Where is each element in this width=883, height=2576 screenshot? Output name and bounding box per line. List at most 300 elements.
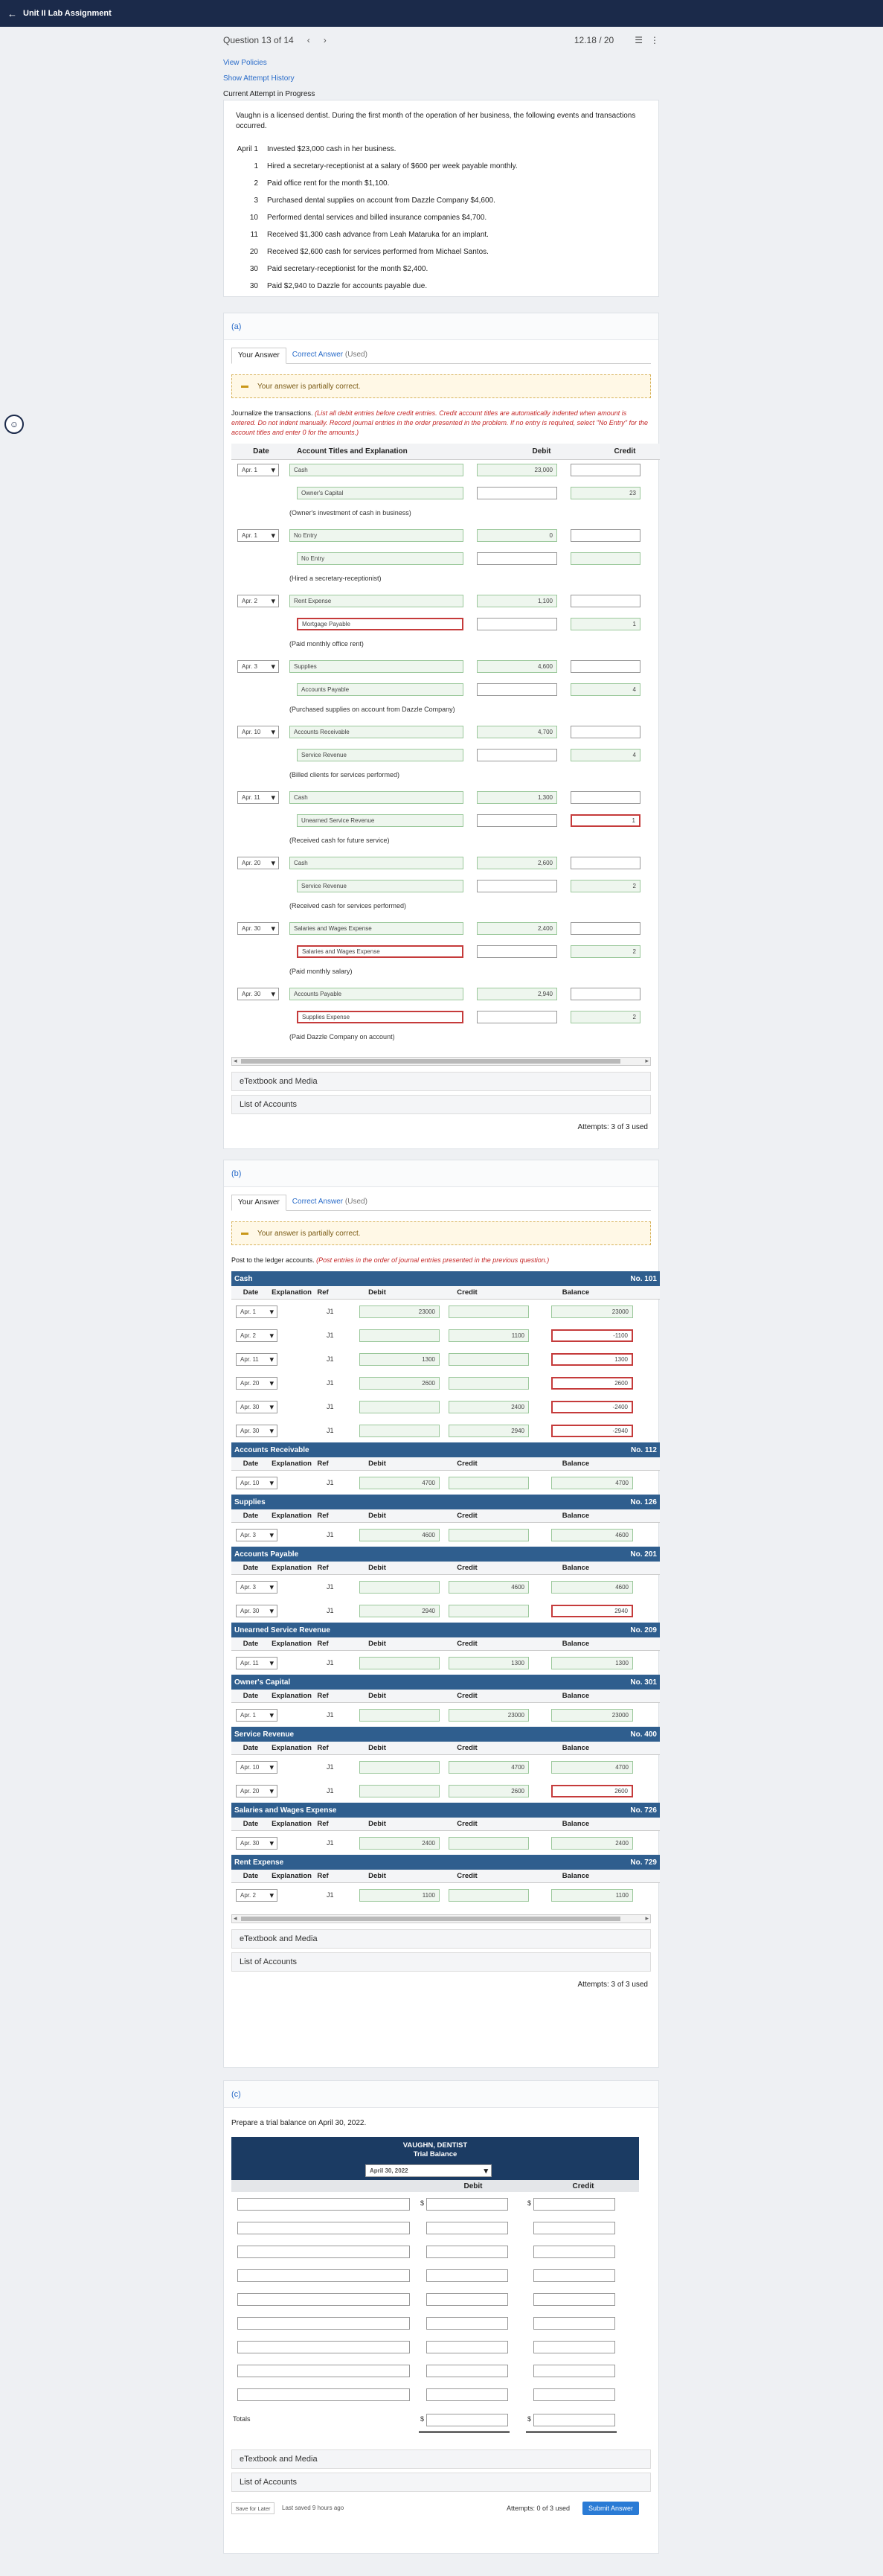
credit-input[interactable] <box>533 2222 615 2234</box>
credit-input[interactable]: 2940 <box>449 1425 529 1437</box>
event-row <box>236 175 646 192</box>
balance-input[interactable]: 2600 <box>551 1785 633 1797</box>
journal-entry <box>231 460 660 525</box>
debit-input[interactable]: 2600 <box>359 1377 440 1390</box>
col-ref: Ref <box>317 1692 329 1700</box>
credit-amount-input[interactable]: 1 <box>571 618 640 630</box>
credit-account-input[interactable]: Accounts Payable <box>297 683 463 696</box>
ledger-columns <box>231 1870 660 1883</box>
credit-input[interactable] <box>449 1377 529 1390</box>
debit-input[interactable] <box>426 2341 508 2353</box>
prev-question-icon[interactable]: ‹ <box>306 35 310 45</box>
event-row <box>236 209 646 226</box>
ledger-account <box>231 1271 660 1442</box>
event-text: Hired a secretary-receptionist at a salary of $600 per week payable monthly. <box>267 162 518 170</box>
post-ref: J1 <box>327 1711 334 1719</box>
post-ref: J1 <box>327 1763 334 1771</box>
debit-input[interactable] <box>359 1581 440 1594</box>
back-arrow-icon[interactable]: ← <box>7 7 17 19</box>
date-select[interactable]: Apr. 10 ▾ <box>236 1477 277 1489</box>
ledger-account-name: Cash <box>234 1274 253 1283</box>
next-question-icon[interactable]: › <box>323 35 327 45</box>
ledger-account-number: No. 726 <box>630 1806 657 1815</box>
balance-input[interactable]: 23000 <box>551 1305 633 1318</box>
credit-input[interactable] <box>533 2365 615 2377</box>
debit-amount-input[interactable] <box>477 618 557 630</box>
tab-correct-answer[interactable]: Correct Answer (Used) <box>292 351 367 359</box>
partial-message: Your answer is partially correct. <box>257 1229 361 1238</box>
col-ref: Ref <box>317 1288 329 1297</box>
debit-input[interactable] <box>426 2365 508 2377</box>
credit-input[interactable] <box>449 1889 529 1902</box>
list-of-accounts-link[interactable]: List of Accounts <box>231 1095 651 1114</box>
problem-statement <box>223 100 659 297</box>
ledger-account-name: Unearned Service Revenue <box>234 1626 330 1634</box>
debit-amount-input[interactable] <box>477 487 557 499</box>
date-select[interactable]: Apr. 11 ▾ <box>236 1657 277 1669</box>
col-credit: Credit <box>457 1640 478 1648</box>
trial-balance-row <box>231 2359 639 2382</box>
ledger-account-name: Salaries and Wages Expense <box>234 1806 337 1815</box>
company-name: VAUGHN, DENTIST <box>402 2141 468 2150</box>
credit-account-input[interactable]: No Entry <box>297 552 463 565</box>
list-icon[interactable]: ☰ <box>635 35 643 45</box>
trial-balance-columns <box>231 2180 639 2192</box>
debit-input[interactable] <box>426 2246 508 2258</box>
col-ref: Ref <box>317 1512 329 1520</box>
credit-amount-input[interactable]: 2 <box>571 945 640 958</box>
ledger-columns <box>231 1562 660 1575</box>
dollar-sign: $ <box>420 2415 425 2423</box>
dollar-sign: $ <box>420 2199 425 2207</box>
account-title-input[interactable] <box>237 2317 410 2330</box>
date-select[interactable]: Apr. 1 ▾ <box>236 1305 277 1318</box>
ledger-row <box>231 1575 660 1599</box>
trial-balance-date-select[interactable]: April 30, 2022 ▾ <box>365 2164 492 2177</box>
credit-input[interactable]: 4600 <box>449 1581 529 1594</box>
col-expl: Explanation <box>272 1872 312 1880</box>
journal-entry <box>231 853 660 918</box>
debit-input[interactable] <box>359 1657 440 1669</box>
credit-account-input[interactable]: Service Revenue <box>297 749 463 761</box>
credit-input[interactable]: 4700 <box>449 1761 529 1774</box>
date-select[interactable]: Apr. 3 ▾ <box>237 660 279 673</box>
debit-account-input[interactable]: Accounts Payable <box>289 988 463 1000</box>
date-select[interactable]: Apr. 2 ▾ <box>236 1329 277 1342</box>
debit-input[interactable] <box>359 1401 440 1413</box>
credit-amount-input[interactable] <box>571 922 640 935</box>
col-credit: Credit <box>457 1744 478 1752</box>
debit-input[interactable] <box>426 2388 508 2401</box>
balance-input[interactable]: 1300 <box>551 1657 633 1669</box>
debit-amount-input[interactable] <box>477 814 557 827</box>
total-credit-input[interactable] <box>533 2414 615 2426</box>
ledger-row <box>231 1651 660 1675</box>
debit-amount-input[interactable] <box>477 683 557 696</box>
debit-account-input[interactable]: Cash <box>289 464 463 476</box>
event-row <box>236 192 646 209</box>
debit-account-input[interactable]: Cash <box>289 857 463 869</box>
debit-input[interactable]: 2940 <box>359 1605 440 1617</box>
post-ref: J1 <box>327 1607 334 1614</box>
credit-amount-input[interactable]: 2 <box>571 880 640 892</box>
debit-input[interactable]: 23000 <box>359 1305 440 1318</box>
totals-label: Totals <box>233 2415 251 2423</box>
post-ref: J1 <box>327 1583 334 1591</box>
debit-input[interactable] <box>359 1785 440 1797</box>
ledger-account-header <box>231 1495 660 1509</box>
debit-input[interactable]: 2400 <box>359 1837 440 1850</box>
list-of-accounts-link[interactable]: List of Accounts <box>231 1952 651 1972</box>
credit-input[interactable]: 1100 <box>449 1329 529 1342</box>
col-debit: Debit <box>368 1640 386 1648</box>
debit-account-input[interactable]: Cash <box>289 791 463 804</box>
post-ref: J1 <box>327 1479 334 1486</box>
debit-amount-input[interactable]: 0 <box>477 529 557 542</box>
col-expl: Explanation <box>272 1288 312 1297</box>
view-policies-link[interactable]: View Policies <box>223 59 267 67</box>
col-balance: Balance <box>562 1512 590 1520</box>
credit-amount-input[interactable]: 2 <box>571 1011 640 1023</box>
partial-correct-banner <box>231 374 651 398</box>
col-credit: Credit <box>457 1288 478 1297</box>
ledger-account-header <box>231 1727 660 1742</box>
debit-input[interactable] <box>359 1709 440 1722</box>
col-balance: Balance <box>562 1692 590 1700</box>
post-ref: J1 <box>327 1332 334 1339</box>
date-select[interactable]: Apr. 30 ▾ <box>236 1605 277 1617</box>
debit-input[interactable] <box>426 2293 508 2306</box>
col-date: Date <box>243 1564 259 1572</box>
credit-account-input[interactable]: Service Revenue <box>297 880 463 892</box>
debit-input[interactable] <box>359 1425 440 1437</box>
credit-input[interactable] <box>449 1353 529 1366</box>
debit-amount-input[interactable]: 4,700 <box>477 726 557 738</box>
date-select[interactable]: Apr. 2 ▾ <box>236 1889 277 1902</box>
trial-balance-row <box>231 2335 639 2359</box>
date-select[interactable]: Apr. 1 ▾ <box>236 1709 277 1722</box>
etextbook-link[interactable]: eTextbook and Media <box>231 2449 651 2469</box>
credit-amount-input[interactable] <box>571 529 640 542</box>
date-select[interactable]: Apr. 10 ▾ <box>236 1761 277 1774</box>
debit-input[interactable] <box>426 2222 508 2234</box>
account-title-input[interactable] <box>237 2365 410 2377</box>
ledger-account-number: No. 112 <box>630 1445 657 1454</box>
col-credit: Credit <box>457 1460 478 1468</box>
debit-amount-input[interactable] <box>477 749 557 761</box>
debit-amount-input[interactable] <box>477 552 557 565</box>
credit-input[interactable] <box>449 1529 529 1541</box>
credit-account-input[interactable]: Salaries and Wages Expense <box>297 945 463 958</box>
date-select[interactable]: Apr. 1 ▾ <box>237 464 279 476</box>
ledger-account <box>231 1495 660 1547</box>
balance-input[interactable]: 4700 <box>551 1761 633 1774</box>
credit-amount-input[interactable] <box>571 660 640 673</box>
credit-input[interactable]: 23000 <box>449 1709 529 1722</box>
ledger-account-number: No. 101 <box>630 1274 657 1283</box>
date-select[interactable]: Apr. 2 ▾ <box>237 595 279 607</box>
ledger-account-name: Accounts Payable <box>234 1550 299 1559</box>
part-c-label[interactable]: (c) <box>224 2081 658 2108</box>
account-title-input[interactable] <box>237 2246 410 2258</box>
date-select[interactable]: Apr. 11 ▾ <box>237 791 279 804</box>
save-for-later-button[interactable]: Save for Later <box>231 2502 274 2514</box>
credit-input[interactable] <box>449 1477 529 1489</box>
trial-balance-row <box>231 2216 639 2240</box>
date-select[interactable]: Apr. 20 ▾ <box>236 1377 277 1390</box>
col-ref: Ref <box>317 1460 329 1468</box>
submit-bar <box>231 2496 651 2520</box>
credit-amount-input[interactable]: 1 <box>571 814 640 827</box>
tab-your-answer[interactable]: Your Answer <box>231 1195 286 1211</box>
post-ref: J1 <box>327 1403 334 1410</box>
col-ref: Ref <box>317 1564 329 1572</box>
event-text: Paid secretary-receptionist for the month $2,400. <box>267 265 428 273</box>
debit-amount-input[interactable] <box>477 1011 557 1023</box>
event-text: Invested $23,000 cash in her business. <box>267 145 396 153</box>
balance-input[interactable]: -1100 <box>551 1329 633 1342</box>
credit-input[interactable] <box>533 2293 615 2306</box>
col-credit: Credit <box>457 1820 478 1828</box>
balance-input[interactable]: 4600 <box>551 1529 633 1541</box>
journal-entry <box>231 656 660 722</box>
ledger-columns <box>231 1818 660 1831</box>
credit-amount-input[interactable]: 4 <box>571 749 640 761</box>
balance-input[interactable]: 2400 <box>551 1837 633 1850</box>
assignment-title: Unit II Lab Assignment <box>23 9 112 18</box>
date-select[interactable]: Apr. 30 ▾ <box>236 1401 277 1413</box>
col-debit: Debit <box>368 1820 386 1828</box>
entry-explanation: (Received cash for services performed) <box>289 902 407 910</box>
credit-input[interactable] <box>449 1605 529 1617</box>
trial-balance-row <box>231 2311 639 2335</box>
date-select[interactable]: Apr. 20 ▾ <box>237 857 279 869</box>
ledger-account-name: Owner's Capital <box>234 1678 291 1687</box>
debit-amount-input[interactable]: 1,300 <box>477 791 557 804</box>
ledger-columns <box>231 1637 660 1651</box>
debit-input[interactable] <box>426 2317 508 2330</box>
trial-balance-row <box>231 2240 639 2263</box>
debit-input[interactable] <box>359 1329 440 1342</box>
credit-input[interactable] <box>533 2388 615 2401</box>
date-select[interactable]: Apr. 1 ▾ <box>237 529 279 542</box>
debit-input[interactable] <box>426 2198 508 2211</box>
ledger-row <box>231 1523 660 1547</box>
ledger-account <box>231 1727 660 1803</box>
balance-input[interactable]: -2400 <box>551 1401 633 1413</box>
attempt-history-link[interactable]: Show Attempt History <box>223 74 295 83</box>
credit-input[interactable] <box>533 2198 615 2211</box>
date-select[interactable]: Apr. 10 ▾ <box>237 726 279 738</box>
credit-input[interactable] <box>449 1305 529 1318</box>
ledger-account-header <box>231 1442 660 1457</box>
account-title-input[interactable] <box>237 2198 410 2211</box>
more-options-icon[interactable]: ⋮ <box>650 35 659 45</box>
question-counter: Question 13 of 14 <box>223 35 294 45</box>
ledger-row <box>231 1703 660 1727</box>
col-date: Date <box>243 1640 259 1648</box>
horizontal-scrollbar[interactable]: ◂ ▸ <box>231 1914 651 1923</box>
part-b-label[interactable]: (b) <box>224 1160 658 1187</box>
debit-input[interactable] <box>426 2269 508 2282</box>
total-debit-input[interactable] <box>426 2414 508 2426</box>
balance-input[interactable]: -2940 <box>551 1425 633 1437</box>
date-select[interactable]: Apr. 20 ▾ <box>236 1785 277 1797</box>
debit-input[interactable]: 4700 <box>359 1477 440 1489</box>
ledger-account-number: No. 729 <box>630 1858 657 1867</box>
ledger-account-number: No. 201 <box>630 1550 657 1559</box>
credit-amount-input[interactable] <box>571 595 640 607</box>
debit-account-input[interactable]: Rent Expense <box>289 595 463 607</box>
credit-amount-input[interactable]: 23 <box>571 487 640 499</box>
balance-input[interactable]: 23000 <box>551 1709 633 1722</box>
date-select[interactable]: Apr. 11 ▾ <box>236 1353 277 1366</box>
col-date: Date <box>243 1744 259 1752</box>
tab-your-answer[interactable]: Your Answer <box>231 348 286 364</box>
list-of-accounts-link[interactable]: List of Accounts <box>231 2473 651 2492</box>
credit-input[interactable]: 2400 <box>449 1401 529 1413</box>
col-date: Date <box>253 447 269 456</box>
date-select[interactable]: Apr. 30 ▾ <box>236 1425 277 1437</box>
col-balance: Balance <box>562 1288 590 1297</box>
problem-intro: Vaughn is a licensed dentist. During the first month of the operation of her business, the following events and transactions occurred. <box>236 112 636 130</box>
credit-amount-input[interactable] <box>571 988 640 1000</box>
ledger-row <box>231 1347 660 1371</box>
part-b-card <box>223 1160 659 2068</box>
credit-input[interactable] <box>533 2246 615 2258</box>
col-credit: Credit <box>457 1872 478 1880</box>
debit-amount-input[interactable] <box>477 880 557 892</box>
col-ref: Ref <box>317 1744 329 1752</box>
ledger-account <box>231 1803 660 1855</box>
journal-entry <box>231 525 660 591</box>
part-c-card <box>223 2080 659 2554</box>
date-select[interactable]: Apr. 30 ▾ <box>237 922 279 935</box>
credit-input[interactable]: 1300 <box>449 1657 529 1669</box>
account-title-input[interactable] <box>237 2341 410 2353</box>
debit-amount-input[interactable]: 23,000 <box>477 464 557 476</box>
part-a-label[interactable]: (a) <box>224 313 658 340</box>
submit-answer-button[interactable]: Submit Answer <box>582 2502 639 2515</box>
col-balance: Balance <box>562 1820 590 1828</box>
balance-input[interactable]: 2600 <box>551 1377 633 1390</box>
col-debit: Debit <box>532 447 551 456</box>
debit-amount-input[interactable]: 2,400 <box>477 922 557 935</box>
debit-account-input[interactable]: Salaries and Wages Expense <box>289 922 463 935</box>
credit-input[interactable] <box>533 2317 615 2330</box>
debit-input[interactable]: 1100 <box>359 1889 440 1902</box>
balance-input[interactable]: 1300 <box>551 1353 633 1366</box>
event-text: Paid office rent for the month $1,100. <box>267 179 390 188</box>
dollar-sign: $ <box>527 2199 532 2207</box>
post-ref: J1 <box>327 1531 334 1538</box>
ledger-row <box>231 1395 660 1419</box>
journal-header <box>231 444 660 460</box>
col-expl: Explanation <box>272 1512 312 1520</box>
account-title-input[interactable] <box>237 2388 410 2401</box>
tab-correct-answer[interactable]: Correct Answer (Used) <box>292 1198 367 1206</box>
credit-account-input[interactable]: Unearned Service Revenue <box>297 814 463 827</box>
accessibility-settings-icon[interactable]: ☺ <box>4 415 24 434</box>
credit-amount-input[interactable] <box>571 791 640 804</box>
etextbook-link[interactable]: eTextbook and Media <box>231 1929 651 1949</box>
col-expl: Explanation <box>272 1460 312 1468</box>
credit-amount-input[interactable]: 4 <box>571 683 640 696</box>
col-debit: Debit <box>368 1744 386 1752</box>
part-a-card <box>223 313 659 1149</box>
credit-amount-input[interactable] <box>571 857 640 869</box>
journal-entry <box>231 787 660 853</box>
col-credit: Credit <box>457 1564 478 1572</box>
credit-amount-input[interactable] <box>571 464 640 476</box>
debit-account-input[interactable]: No Entry <box>289 529 463 542</box>
credit-account-input[interactable]: Mortgage Payable <box>297 618 463 630</box>
account-title-input[interactable] <box>237 2222 410 2234</box>
credit-input[interactable] <box>533 2341 615 2353</box>
ledger-row <box>231 1599 660 1623</box>
debit-account-input[interactable]: Accounts Receivable <box>289 726 463 738</box>
date-select[interactable]: Apr. 30 ▾ <box>236 1837 277 1850</box>
post-ref: J1 <box>327 1308 334 1315</box>
event-row <box>236 141 646 158</box>
horizontal-scrollbar[interactable]: ◂ ▸ <box>231 1057 651 1066</box>
ledger-columns <box>231 1509 660 1523</box>
debit-amount-input[interactable]: 1,100 <box>477 595 557 607</box>
balance-input[interactable]: 4600 <box>551 1581 633 1594</box>
ledger-account <box>231 1675 660 1727</box>
date-select[interactable]: Apr. 3 ▾ <box>236 1581 277 1594</box>
col-date: Date <box>243 1872 259 1880</box>
balance-input[interactable]: 1100 <box>551 1889 633 1902</box>
debit-input[interactable]: 1300 <box>359 1353 440 1366</box>
date-select[interactable]: Apr. 30 ▾ <box>237 988 279 1000</box>
ledger-row <box>231 1323 660 1347</box>
credit-amount-input[interactable] <box>571 552 640 565</box>
credit-input[interactable]: 2600 <box>449 1785 529 1797</box>
entry-explanation: (Purchased supplies on account from Dazzle Company) <box>289 706 455 713</box>
ledger-account-name: Service Revenue <box>234 1730 295 1739</box>
debit-input[interactable]: 4600 <box>359 1529 440 1541</box>
debit-amount-input[interactable]: 2,600 <box>477 857 557 869</box>
journal-entry <box>231 722 660 787</box>
event-date: 10 <box>249 214 258 222</box>
etextbook-link[interactable]: eTextbook and Media <box>231 1072 651 1091</box>
col-date: Date <box>243 1460 259 1468</box>
top-bar <box>0 0 883 27</box>
credit-input[interactable] <box>533 2269 615 2282</box>
balance-input[interactable]: 4700 <box>551 1477 633 1489</box>
credit-input[interactable] <box>449 1837 529 1850</box>
debit-input[interactable] <box>359 1761 440 1774</box>
debit-amount-input[interactable]: 4,600 <box>477 660 557 673</box>
col-balance: Balance <box>562 1744 590 1752</box>
ledger-row <box>231 1471 660 1495</box>
col-date: Date <box>243 1692 259 1700</box>
date-select[interactable]: Apr. 3 ▾ <box>236 1529 277 1541</box>
ledger-account-number: No. 400 <box>630 1730 657 1739</box>
credit-account-input[interactable]: Owner's Capital <box>297 487 463 499</box>
debit-amount-input[interactable] <box>477 945 557 958</box>
credit-account-input[interactable]: Supplies Expense <box>297 1011 463 1023</box>
credit-amount-input[interactable] <box>571 726 640 738</box>
debit-amount-input[interactable]: 2,940 <box>477 988 557 1000</box>
balance-input[interactable]: 2940 <box>551 1605 633 1617</box>
account-title-input[interactable] <box>237 2269 410 2282</box>
debit-account-input[interactable]: Supplies <box>289 660 463 673</box>
account-title-input[interactable] <box>237 2293 410 2306</box>
event-row <box>236 243 646 261</box>
ledger-columns <box>231 1742 660 1755</box>
